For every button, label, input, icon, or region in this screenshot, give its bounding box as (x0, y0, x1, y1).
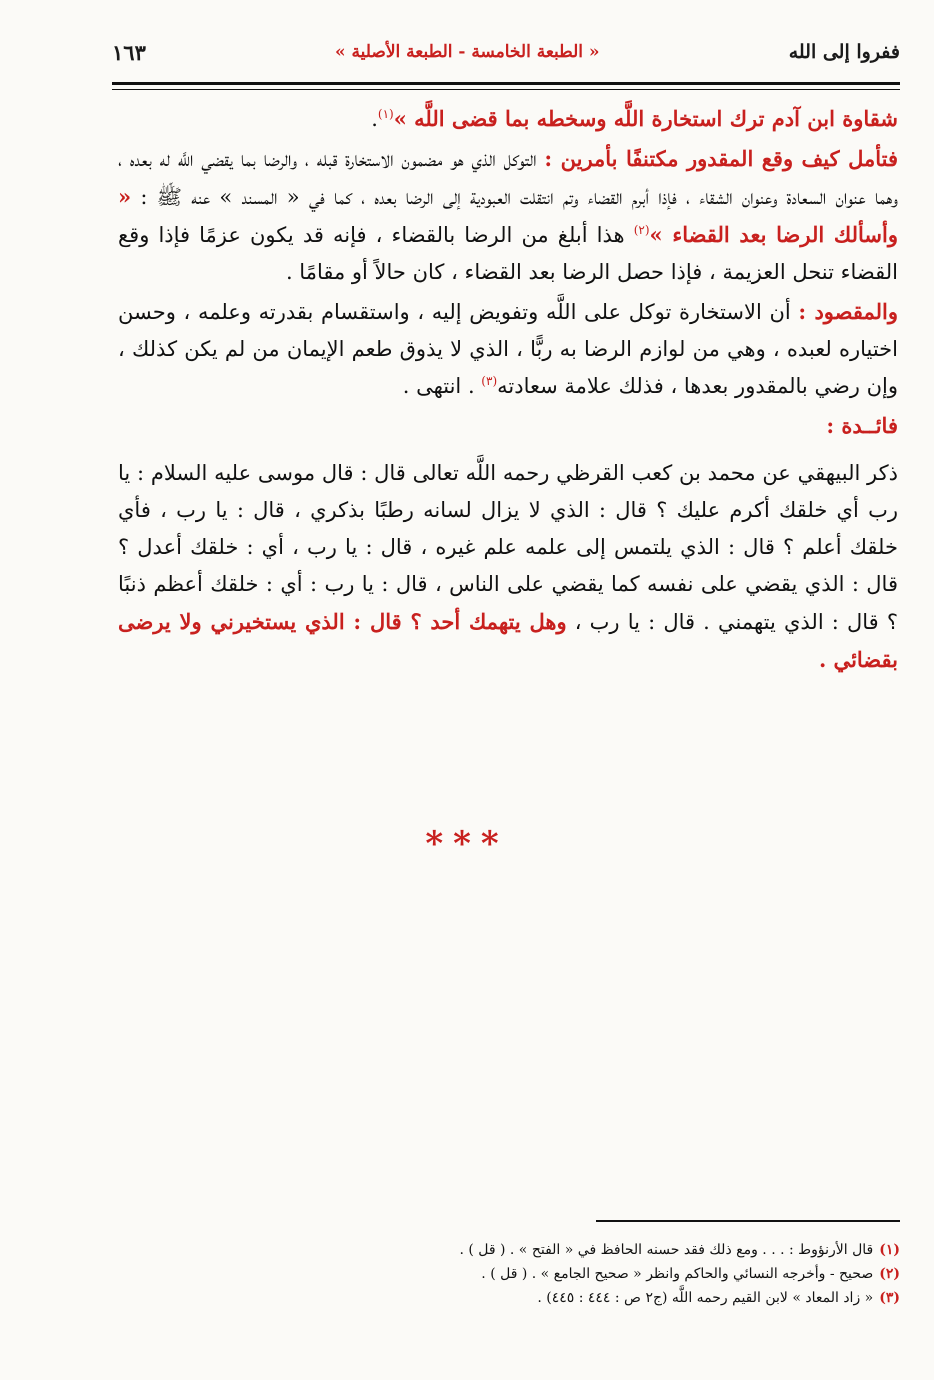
paragraph-2-text: التوكل الذي هو مضمون الاستخارة قبله ، والرضا بما يقضي اللَّه له بعده ، وهما عنوان السعادة وعنوان الشقاء ، فإذا أبرم القضاء وتم انتقلت العبودية إلى الرضا بعده ، كما في « المسند » عنه ﷺ : (118, 147, 898, 209)
header-rule-thick (112, 82, 900, 85)
paragraph-3-lead: والمقصود : (798, 299, 898, 324)
footnote-3-number: (٣) (879, 1290, 900, 1306)
footnote-2-number: (٢) (879, 1266, 900, 1282)
faida-heading-row (118, 407, 898, 445)
paragraph-4-red-tail: وهل يتهمك أحد ؟ قال : الذي يستخيرني ولا يرضى بقضائي . (118, 609, 898, 672)
book-title: ففروا إلى الله (788, 41, 900, 63)
footnote-ref-2: (٢) (633, 223, 650, 237)
paragraph-1-tail: . (371, 107, 378, 131)
page-number: ١٦٣ (112, 39, 146, 65)
footnote-1-text: قال الأرنؤوط : . . . ومع ذلك فقد حسنه الحافظ في « الفتح » . ( قل ) . (459, 1242, 874, 1258)
hadith-quote: « وأسألك الرضا بعد القضاء » (118, 184, 898, 247)
paragraph-2 (118, 140, 898, 291)
running-header (112, 30, 900, 74)
main-text (118, 100, 898, 681)
edition-label: « الطبعة الخامسة - الطبعة الأصلية » (334, 42, 600, 62)
footnote-3 (300, 1286, 900, 1310)
footnote-1-number: (١) (879, 1242, 900, 1258)
footnote-ref-1: (١) (377, 107, 394, 121)
paragraph-1 (118, 100, 898, 138)
paragraph-3-tail: . انتهى . (402, 374, 482, 398)
footnote-ref-3: (٣) (481, 374, 498, 388)
footnote-1 (300, 1238, 900, 1262)
header-rule-thin (112, 89, 900, 90)
paragraph-3-text: أن الاستخارة توكل على اللَّه وتفويض إليه ، واستقسام بقدرته وعلمه ، وحسن اختياره لعبده ، وهي من لوازم الرضا به ربًّا ، الذي لا يذوق طعم الإيمان من لم يكن كذلك ، وإن رضي بالمقدور بعدها ، فذلك علامة سعادته (118, 300, 898, 398)
footnote-3-text: « زاد المعاد » لابن القيم رحمه اللَّه (ج٢ ص : ٤٤٤ : ٤٤٥) . (537, 1290, 874, 1306)
paragraph-4 (118, 455, 898, 679)
paragraph-2-lead: فتأمل كيف وقع المقدور مكتنفًا بأمرين : (544, 146, 898, 171)
paragraph-4-text: ذكر البيهقي عن محمد بن كعب القرظي رحمه اللَّه تعالى قال : قال موسى عليه السلام : يا رب أي خلقك أكرم عليك ؟ قال : الذي لا يزال لسانه رطبًا بذكري ، قال : يا رب ، فأي خلقك أعلم ؟ قال : الذي يلتمس إلى علمه علم غيره ، قال : يا رب ، أي : خلقك أعدل ؟ قال : الذي يقضي على نفسه كما يقضي على الناس ، قال : يا رب : أي : خلقك أعظم ذنبًا ؟ قال : الذي يتهمني . قال : يا رب ، (118, 461, 898, 634)
paragraph-3 (118, 293, 898, 405)
faida-heading: فائــدة : (826, 413, 898, 438)
footnote-rule (596, 1220, 900, 1222)
quote-end: شقاوة ابن آدم ترك استخارة اللَّه وسخطه بما قضى اللَّه » (393, 106, 898, 131)
section-separator-stars: *** (425, 824, 509, 864)
paragraph-2-text-cont: هذا أبلغ من الرضا بالقضاء ، فإنه قد يكون عزمًا فإذا وقع القضاء تنحل العزيمة ، فإذا حصل الرضا بعد القضاء ، كان حالاً أو مقامًا . (118, 223, 898, 284)
footnotes (300, 1238, 900, 1310)
footnote-2 (300, 1262, 900, 1286)
footnote-2-text: صحيح - وأخرجه النسائي والحاكم وانظر « صحيح الجامع » . ( قل ) . (481, 1266, 874, 1282)
